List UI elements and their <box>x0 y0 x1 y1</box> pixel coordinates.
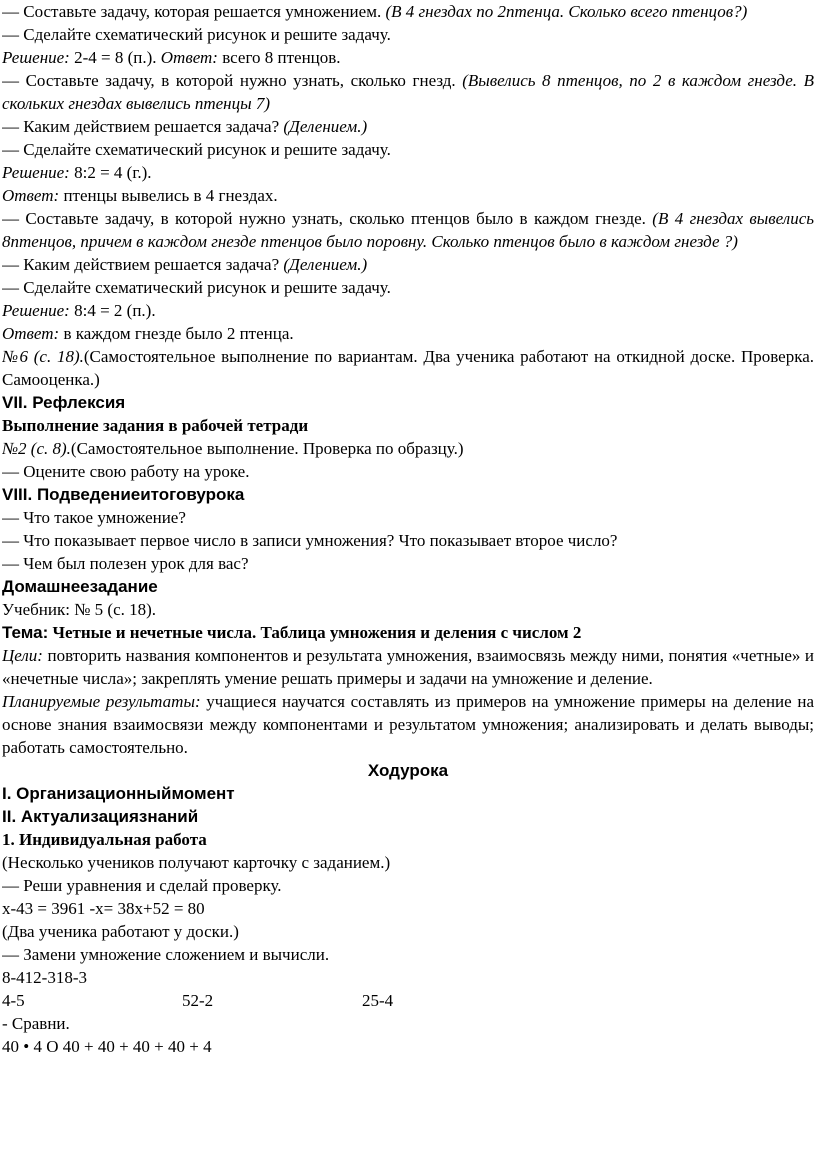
note-board: (Два ученика работают у доски.) <box>2 922 239 941</box>
expressions-row-1: 8-412-318-3 <box>2 968 87 987</box>
lesson-goals: Цели: повторить названия компонентов и результата умножения, взаимосвязь между ними, понятия «четные» и «нечетные числа»; закреплять умение решать примеры и задачи на умножение и деление. <box>2 646 814 688</box>
task-draw-solve: — Сделайте схематический рисунок и решите задачу. <box>2 278 391 297</box>
exercise-6: №6 (с. 18).(Самостоятельное выполнение по вариантам. Два ученика работают на откидной доске. Проверка. Самооценка.) <box>2 347 814 389</box>
exercise-2: №2 (с. 8).(Самостоятельное выполнение. Проверка по образцу.) <box>2 439 464 458</box>
question-usefulness: — Чем был полезен урок для вас? <box>2 554 249 573</box>
task-draw-solve: — Сделайте схематический рисунок и решите задачу. <box>2 140 391 159</box>
lesson-course-heading: Ходурока <box>367 761 449 780</box>
expression-c: 25-4 <box>362 991 394 1010</box>
question-operation: — Каким действием решается задача? (Делением.) <box>2 117 368 136</box>
task-draw-solve: — Сделайте схематический рисунок и решите задачу. <box>2 25 391 44</box>
planned-results: Планируемые результаты: учащиеся научатся составлять из примеров на умножение примеры на деление на основе знания взаимосвязи между компонентами и результатом умножения; анализировать и делать выводы; работать самостоятельно. <box>2 692 814 757</box>
task-compose-nests: — Составьте задачу, в которой нужно узнать, сколько гнезд. (Вывелись 8 птенцов, по 2 в каждом гнезде. В скольких гнездах вывелись птенцы 7) <box>2 71 814 113</box>
solution-line: Решение: 2-4 = 8 (п.). Ответ: всего 8 птенцов. <box>2 48 341 67</box>
subheading-individual-work: 1. Индивидуальная работа <box>2 830 207 849</box>
answer-line: Ответ: птенцы вывелись в 4 гнездах. <box>2 186 278 205</box>
homework-text: Учебник: № 5 (с. 18). <box>2 600 157 619</box>
equations: х-43 = 3961 -х= 38х+52 = 80 <box>2 899 205 918</box>
section-heading-organization: I. Организационныймомент <box>2 784 235 803</box>
question-multiplication: — Что такое умножение? <box>2 508 186 527</box>
task-compose-chicks: — Составьте задачу, в которой нужно узнать, сколько птенцов было в каждом гнезде. (В 4 гнездах вывелись 8птенцов, причем в каждом гнезде птенцов было поровну. Сколько птенцов было в каждом гнезде ?) <box>2 209 814 251</box>
lesson-topic: Тема: Четные и нечетные числа. Таблица умножения и деления с числом 2 <box>2 623 582 642</box>
task-compare: - Сравни. <box>2 1014 70 1033</box>
task-replace-multiplication: — Замени умножение сложением и вычисли. <box>2 945 330 964</box>
dash: — <box>2 2 19 21</box>
section-heading-reflection: VII. Рефлексия <box>2 393 126 412</box>
expression-a: 4-5 <box>2 991 25 1010</box>
task-equations: — Реши уравнения и сделай проверку. <box>2 876 282 895</box>
note-cards: (Несколько учеников получают карточку с заданием.) <box>2 853 391 872</box>
comparison-expression: 40 • 4 О 40 + 40 + 40 + 40 + 4 <box>2 1037 212 1056</box>
section-heading-actualization: II. Актуализациязнаний <box>2 807 199 826</box>
solution-line: Решение: 8:4 = 2 (п.). <box>2 301 156 320</box>
section-heading-summary: VIII. Подведениеитоговурока <box>2 485 245 504</box>
solution-line: Решение: 8:2 = 4 (г.). <box>2 163 152 182</box>
answer-line: Ответ: в каждом гнезде было 2 птенца. <box>2 324 294 343</box>
expressions-row-2 <box>2 989 814 1012</box>
task-self-assess: — Оцените свою работу на уроке. <box>2 462 250 481</box>
question-operation: — Каким действием решается задача? (Делением.) <box>2 255 368 274</box>
section-heading-homework: Домашнеезадание <box>2 577 158 596</box>
task-compose-multiplication: — Составьте задачу, которая решается умножением. (В 4 гнездах по 2птенца. Сколько всего птенцов?) <box>2 2 748 21</box>
expression-b: 52-2 <box>182 991 214 1010</box>
subheading-workbook: Выполнение задания в рабочей тетради <box>2 416 309 435</box>
question-numbers: — Что показывает первое число в записи умножения? Что показывает второе число? <box>2 531 618 550</box>
